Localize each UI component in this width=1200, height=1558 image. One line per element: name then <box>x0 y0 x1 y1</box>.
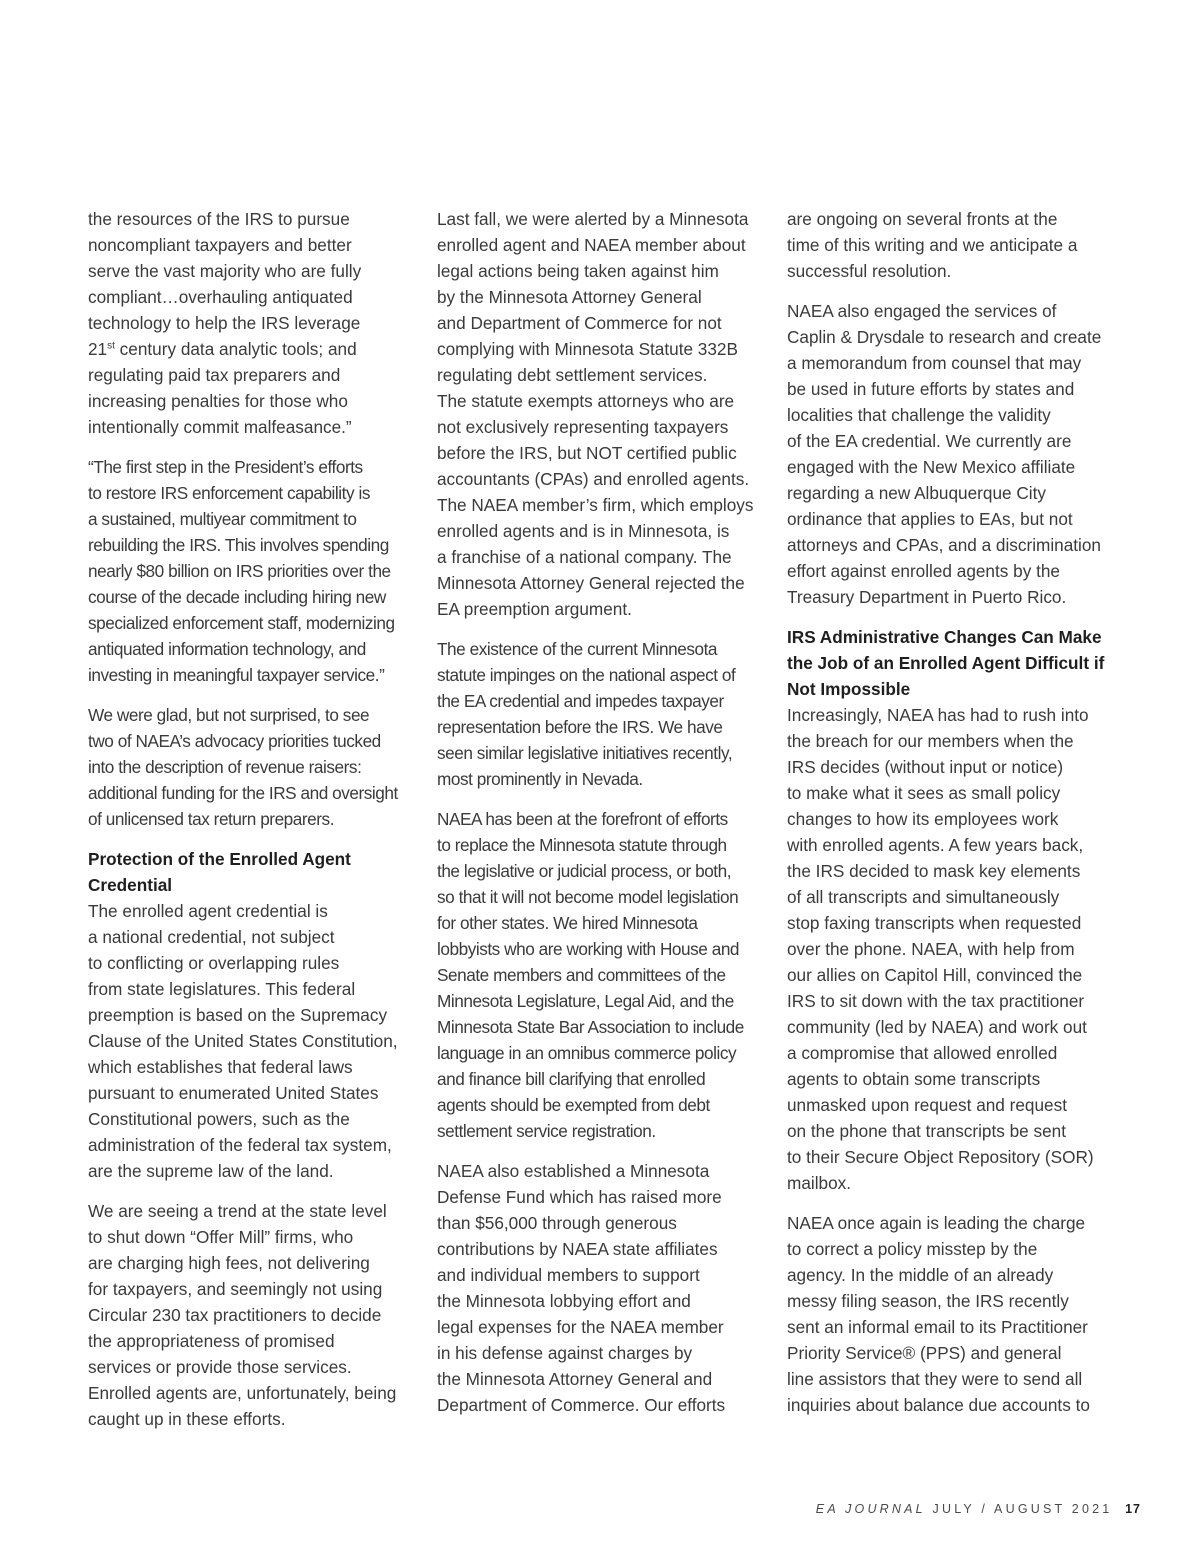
paragraph-text: the resources of the IRS to pursue noncompliant taxpayers and better serve the vast majority who are fully compliant…overhauling antiquated technology to help the IRS leverage 21 <box>88 209 362 359</box>
paragraph: NAEA also engaged the services of Caplin & Drysdale to research and create a memorandum from counsel that may be used in future efforts by states and localities that challenge the validity of the EA credential. We currently are engaged with the New Mexico affiliate regarding a new Albuquerque City ordinance that applies to EAs, but not attorneys and CPAs, and a discrimination effort against enrolled agents by the Treasury Department in Puerto Rico. <box>787 301 1102 607</box>
journal-name: EA JOURNAL <box>815 1502 926 1516</box>
section-heading: Protection of the Enrolled Agent Credential <box>88 849 351 895</box>
paragraph: NAEA once again is leading the charge to correct a policy misstep by the agency. In the middle of an already messy filing season, the IRS recently sent an informal email to its Practitioner Priority Service® (PPS) and general line assistors that they were to send all inquiries about balance due accounts to <box>787 1213 1090 1415</box>
article-column-1 <box>88 206 418 1446</box>
paragraph: We are seeing a trend at the state level to shut down “Offer Mill” firms, who are charging high fees, not delivering for taxpayers, and seemingly not using Circular 230 tax practitioners to decide the appropriateness of promised services or provide those services. Enrolled agents are, unfortunately, being caught up in these efforts. <box>88 1201 397 1429</box>
paragraph-text: century data analytic tools; and regulating paid tax preparers and increasing penalties for those who intentionally commit malfeasance.” <box>88 339 357 437</box>
paragraph: The existence of the current Minnesota statute impinges on the national aspect of the EA credential and impedes taxpayer representation before the IRS. We have seen similar legislative initiatives recently, most prominently in Nevada. <box>437 639 736 789</box>
superscript: st <box>107 340 115 352</box>
paragraph: Last fall, we were alerted by a Minnesota enrolled agent and NAEA member about legal actions being taken against him by the Minnesota Attorney General and Department of Commerce for not complying with Minnesota Statute 332B regulating debt settlement services. The statute exempts attorneys who are not exclusively representing taxpayers before the IRS, but NOT certified public accountants (CPAs) and enrolled agents. The NAEA member’s firm, which employs enrolled agents and is in Minnesota, is a franchise of a national company. The Minnesota Attorney General rejected the EA preemption argument. <box>437 209 754 619</box>
article-column-3 <box>787 206 1117 1432</box>
article-column-2 <box>437 206 767 1432</box>
paragraph: Increasingly, NAEA has had to rush into the breach for our members when the IRS decides (without input or notice) to make what it sees as small policy changes to how its employees work with enrolled agents. A few years back, the IRS decided to mask key elements of all transcripts and simultaneously stop faxing transcripts when requested over the phone. NAEA, with help from our allies on Capitol Hill, convinced the IRS to sit down with the tax practitioner community (led by NAEA) and work out a compromise that allowed enrolled agents to obtain some transcripts unmasked upon request and request on the phone that transcripts be sent to their Secure Object Repository (SOR) mailbox. <box>787 705 1094 1193</box>
paragraph: “The first step in the President’s efforts to restore IRS enforcement capability is a sustained, multiyear commitment to rebuilding the IRS. This involves spending nearly $80 billion on IRS priorities over the course of the decade including hiring new specialized enforcement staff, modernizing antiquated information technology, and investing in meaningful taxpayer service.” <box>88 457 395 685</box>
section-heading: IRS Administrative Changes Can Make the Job of an Enrolled Agent Difficult if Not Impossible <box>787 627 1105 699</box>
issue-date: JULY / AUGUST 2021 <box>932 1502 1113 1516</box>
paragraph: NAEA has been at the forefront of efforts to replace the Minnesota statute through the legislative or judicial process, or both, so that it will not become model legislation for other states. We hired Minnesota lobbyists who are working with House and Senate members and committees of the Minnesota Legislature, Legal Aid, and the Minnesota State Bar Association to include language in an omnibus commerce policy and finance bill clarifying that enrolled agents should be exempted from debt settlement service registration. <box>437 809 744 1141</box>
paragraph: The enrolled agent credential is a national credential, not subject to conflicting or overlapping rules from state legislatures. This federal preemption is based on the Supremacy Clause of the United States Constitution, which establishes that federal laws pursuant to enumerated United States Constitutional powers, such as the administration of the federal tax system, are the supreme law of the land. <box>88 901 398 1181</box>
paragraph: are ongoing on several fronts at the time of this writing and we anticipate a successful resolution. <box>787 209 1078 281</box>
paragraph: We were glad, but not surprised, to see two of NAEA’s advocacy priorities tucked into the description of revenue raisers: additional funding for the IRS and oversight of unlicensed tax return preparers. <box>88 705 398 829</box>
page-number: 17 <box>1125 1502 1141 1516</box>
page-footer <box>816 1502 1141 1516</box>
paragraph <box>88 206 418 440</box>
paragraph: NAEA also established a Minnesota Defense Fund which has raised more than $56,000 through generous contributions by NAEA state affiliates and individual members to support the Minnesota lobbying effort and legal expenses for the NAEA member in his defense against charges by the Minnesota Attorney General and Department of Commerce. Our efforts <box>437 1161 726 1415</box>
